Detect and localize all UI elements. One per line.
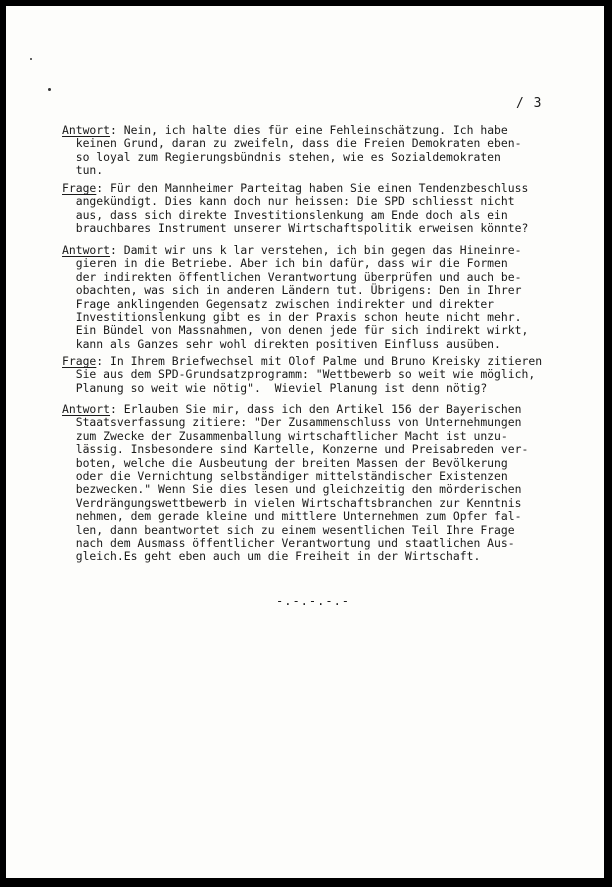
text-line: der indirekten öffentlichen Verantwortung überprüfen und auch be- (62, 269, 522, 284)
answer-paragraph (62, 403, 582, 564)
text-line: obachten, was sich in anderen Ländern tut. Übrigens: Den in Ihrer (62, 283, 522, 298)
text-line: gieren in die Betriebe. Aber ich bin dafür, dass wir die Formen (62, 256, 508, 271)
text-line: Verdrängungswettbewerb in vielen Wirtschaftsbranchen zur Kenntnis (62, 495, 522, 510)
answer-paragraph (62, 124, 582, 178)
text-line: bezwecken." Wenn Sie dies lesen und gleichzeitig den mörderischen (62, 482, 522, 497)
speaker-label: Antwort (62, 243, 111, 257)
speaker-label: Antwort (62, 123, 111, 137)
text-line: Frage: Für den Mannheimer Parteitag haben Sie einen Tendenzbeschluss (62, 181, 529, 195)
speaker-label: Frage (62, 181, 97, 195)
question-paragraph (62, 355, 582, 395)
speaker-label: Frage (62, 354, 97, 368)
text-line: len, dann beantwortet sich zu einem wesentlichen Teil Ihre Frage (62, 522, 515, 537)
text-line: angekündigt. Dies kann doch nur heissen: Die SPD schliesst nicht (62, 194, 515, 209)
text-line: Frage: In Ihrem Briefwechsel mit Olof Palme und Bruno Kreisky zitieren (62, 354, 543, 368)
text-line: Antwort: Erlauben Sie mir, dass ich den Artikel 156 der Bayerischen (62, 402, 522, 416)
text-line: so loyal zum Regierungsbündnis stehen, wie es Sozialdemokraten (62, 149, 501, 164)
text-line: tun. (62, 163, 104, 178)
text-line: Sie aus dem SPD-Grundsatzprogramm: "Wettbewerb so weit wie möglich, (62, 367, 536, 382)
page-number: / 3 (516, 96, 543, 111)
text-line: Antwort: Nein, ich halte dies für eine Fehleinschätzung. Ich habe (62, 123, 508, 137)
end-mark: -.-.-.-.- (276, 594, 351, 608)
text-line: gleich.Es geht eben auch um die Freiheit in der Wirtschaft. (62, 549, 481, 564)
text-line: Frage anklingenden Gegensatz zwischen indirekter und direkter (62, 296, 495, 311)
text-line: nehmen, dem gerade kleine und mittlere Unternehmen zum Opfer fal- (62, 509, 522, 524)
document-page (6, 6, 604, 878)
text-line: aus, dass sich direkte Investitionslenkung am Ende doch als ein (62, 207, 508, 222)
speaker-label: Antwort (62, 402, 111, 416)
text-line: kann als Ganzes sehr wohl direkten positiven Einfluss ausüben. (62, 336, 501, 351)
text-line: brauchbares Instrument unserer Wirtschaftspolitik erweisen könnte? (62, 221, 529, 236)
text-line: keinen Grund, daran zu zweifeln, dass die Freien Demokraten eben- (62, 136, 522, 151)
text-line: Staatsverfassung zitiere: "Der Zusammenschluss von Unternehmungen (62, 415, 522, 430)
text-line: Planung so weit wie nötig". Wieviel Planung ist denn nötig? (62, 380, 488, 395)
answer-paragraph (62, 244, 582, 351)
text-line: Investitionslenkung gibt es in der Praxis schon heute nicht mehr. (62, 310, 522, 325)
text-line: nach dem Ausmass öffentlicher Verantwortung und staatlichen Aus- (62, 536, 515, 551)
scan-speck (30, 58, 32, 60)
text-line: Antwort: Damit wir uns k lar verstehen, ich bin gegen das Hineinre- (62, 243, 522, 257)
text-line: zum Zwecke der Zusammenballung wirtschaftlicher Macht ist unzu- (62, 428, 508, 443)
text-line: lässig. Insbesondere sind Kartelle, Konzerne und Preisabreden ver- (62, 442, 529, 457)
question-paragraph (62, 182, 582, 236)
scan-speck (48, 88, 51, 91)
text-line: Ein Bündel von Massnahmen, von denen jede für sich indirekt wirkt, (62, 323, 529, 338)
text-line: oder die Vernichtung selbständiger mittelständischer Existenzen (62, 469, 508, 484)
text-line: boten, welche die Ausbeutung der breiten Massen der Bevölkerung (62, 455, 508, 470)
